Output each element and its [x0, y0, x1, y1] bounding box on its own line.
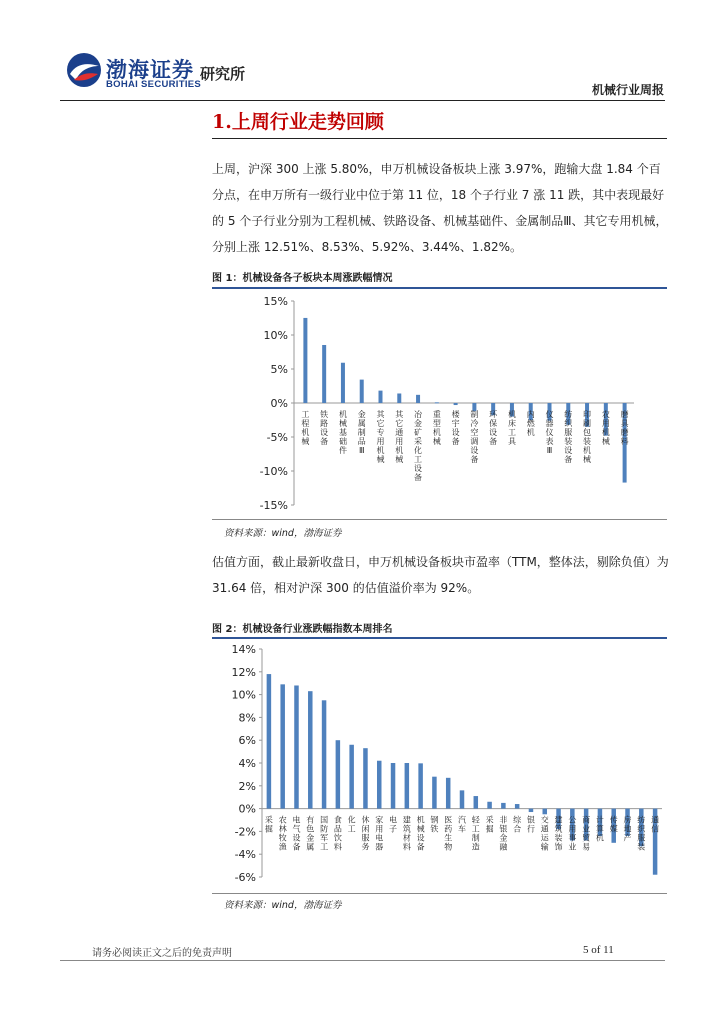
y-tick-label: 4%: [238, 757, 256, 770]
x-category-label: 房地产: [623, 815, 632, 843]
x-category-label: 磨具磨料: [620, 410, 629, 446]
x-category-label: 仪器仪表 Ⅲ: [545, 410, 554, 455]
x-category-label: 农用机械: [601, 410, 610, 446]
x-category-label: 纺织服装设备: [564, 410, 573, 464]
data-bar: [432, 777, 437, 809]
x-category-label: 交通运输: [540, 815, 549, 852]
y-tick-label: 15%: [263, 295, 288, 308]
y-tick-label: -10%: [259, 465, 288, 478]
data-bar: [308, 691, 313, 808]
x-category-label: 机械基础件: [338, 410, 347, 455]
x-category-label: 金属制品 Ⅲ: [357, 410, 366, 455]
x-category-label: 钢铁: [430, 815, 439, 834]
header-divider: [60, 100, 665, 101]
data-bar: [322, 345, 326, 403]
figure-1-source: 资料来源：wind，渤海证券: [224, 528, 342, 539]
data-bar: [267, 674, 272, 809]
data-bar: [487, 802, 492, 809]
x-category-label: 通信: [651, 815, 660, 834]
x-category-label: 楼宇设备: [451, 410, 460, 446]
x-category-label: 银行: [526, 815, 535, 834]
x-category-label: 内燃机: [526, 410, 535, 437]
y-tick-label: 5%: [270, 363, 288, 376]
y-tick-label: 0%: [270, 397, 288, 410]
data-bar: [446, 778, 451, 809]
footer-divider: [60, 960, 665, 961]
data-bar: [515, 804, 520, 809]
data-bar: [501, 803, 506, 809]
x-category-label: 制冷空调设备: [470, 410, 479, 464]
data-bar: [294, 685, 299, 808]
x-category-label: 纺织服装: [637, 815, 646, 852]
y-tick-label: 10%: [263, 329, 288, 342]
data-bar: [391, 763, 396, 809]
y-tick-label: 12%: [231, 665, 256, 679]
y-tick-label: -15%: [259, 499, 288, 512]
y-tick-label: 0%: [238, 802, 256, 816]
x-category-label: 其它专用机械: [376, 410, 385, 464]
data-bar: [377, 761, 382, 809]
data-bar: [379, 391, 383, 403]
data-bar: [349, 745, 354, 809]
x-category-label: 商业贸易: [582, 815, 591, 852]
x-category-label: 电气设备: [292, 815, 301, 852]
data-bar: [454, 403, 458, 405]
x-category-label: 采掘: [485, 815, 494, 834]
institute-label: 研究所: [200, 65, 246, 83]
figure-2-source: 资料来源：wind，渤海证券: [224, 900, 342, 911]
data-bar: [363, 748, 368, 808]
data-bar: [416, 395, 420, 403]
x-category-label: 电子: [389, 815, 398, 834]
figure-2-bottom-rule: [212, 893, 667, 894]
x-category-label: 冶金矿采化工设备: [414, 410, 423, 482]
data-bar: [543, 809, 548, 815]
data-bar: [341, 363, 345, 403]
figure-1-bottom-rule: [212, 519, 667, 520]
bohai-logo-icon: [66, 52, 102, 88]
x-category-label: 环保设备: [489, 410, 498, 446]
x-category-label: 机械设备: [416, 815, 425, 852]
x-category-label: 家用电器: [375, 815, 384, 852]
x-category-label: 传媒: [609, 815, 618, 834]
data-bar: [474, 796, 479, 809]
data-bar: [460, 790, 465, 808]
data-bar: [322, 700, 327, 808]
x-category-label: 有色金属: [306, 815, 315, 852]
data-bar: [405, 763, 410, 809]
x-category-label: 建筑装饰: [554, 815, 563, 852]
data-bar: [280, 684, 285, 808]
report-type: 机械行业周报: [591, 83, 664, 97]
x-category-label: 化工: [347, 815, 356, 834]
y-tick-label: 10%: [231, 688, 256, 702]
data-bar: [303, 318, 307, 403]
y-tick-label: -4%: [234, 848, 256, 862]
figure-2-title: 图 2：机械设备行业涨跌幅指数本周排名: [212, 624, 393, 635]
data-bar: [336, 740, 341, 808]
data-bar: [360, 380, 364, 403]
data-bar: [418, 763, 423, 808]
x-category-label: 建筑材料: [402, 815, 411, 852]
logo-text-en: BOHAI SECURITIES: [106, 79, 202, 90]
data-bar: [529, 809, 534, 812]
section-title: 1.上周行业走势回顾: [212, 111, 384, 133]
x-category-label: 印刷包装机械: [583, 410, 592, 464]
x-category-label: 汽车: [458, 815, 466, 834]
paragraph-valuation: 估值方面，截止最新收盘日，申万机械设备板块市盈率（TTM，整体法，剔除负值）为 31.64 倍，相对沪深 300 的估值溢价率为 92%。: [212, 555, 669, 595]
logo-text-cn: 渤海证券: [106, 57, 194, 82]
x-category-label: 采掘: [264, 815, 273, 834]
paragraph-market-review: 上周，沪深 300 上涨 5.80%，申万机械设备板块上涨 3.97%，跑输大盘 1.84 个百分点，在申万所有一级行业中位于第 11 位，18 个子行业 7 涨 11 跌，其中表现最好的 5 个子行业分别为工程机械、铁路设备、机械基础件、金属制品Ⅲ、其它专用机械，分别上涨 12.51%、8.53%、5.92%、3.44%、1.82%。: [212, 162, 668, 254]
x-category-label: 非银金融: [499, 815, 508, 852]
footer-disclaimer: 请务必阅读正文之后的免责声明: [92, 948, 232, 959]
y-tick-label: -5%: [266, 431, 288, 444]
x-category-label: 其它通用机械: [395, 410, 404, 464]
x-category-label: 机床工具: [507, 410, 516, 446]
y-tick-label: -2%: [234, 825, 256, 839]
x-category-label: 计算机: [595, 815, 604, 843]
data-bar: [397, 393, 401, 403]
x-category-label: 综合: [513, 815, 522, 834]
y-tick-label: -6%: [234, 871, 256, 884]
figure-1-title: 图 1：机械设备各子板块本周涨跌幅情况: [212, 273, 393, 284]
data-bar: [435, 402, 439, 403]
chart-industry-weekly-ranking: [212, 639, 667, 891]
x-category-label: 休闲服务: [361, 815, 370, 852]
x-category-label: 国防军工: [320, 815, 329, 852]
page-number: 5 of 11: [583, 944, 614, 956]
y-tick-label: 14%: [231, 643, 256, 656]
section-divider: [212, 138, 667, 139]
x-category-label: 公用事业: [568, 815, 577, 852]
y-tick-label: 2%: [238, 779, 256, 793]
x-category-label: 农林牧渔: [278, 815, 287, 852]
x-category-label: 重型机械: [432, 410, 441, 446]
y-tick-label: 6%: [238, 734, 256, 748]
chart-subsector-weekly-change: [212, 289, 667, 517]
x-category-label: 食品饮料: [333, 815, 342, 852]
x-category-label: 轻工制造: [471, 815, 480, 852]
y-tick-label: 8%: [238, 711, 256, 725]
x-category-label: 工程机械: [301, 410, 310, 446]
x-category-label: 铁路设备: [320, 410, 329, 446]
x-category-label: 医药生物: [444, 815, 453, 852]
